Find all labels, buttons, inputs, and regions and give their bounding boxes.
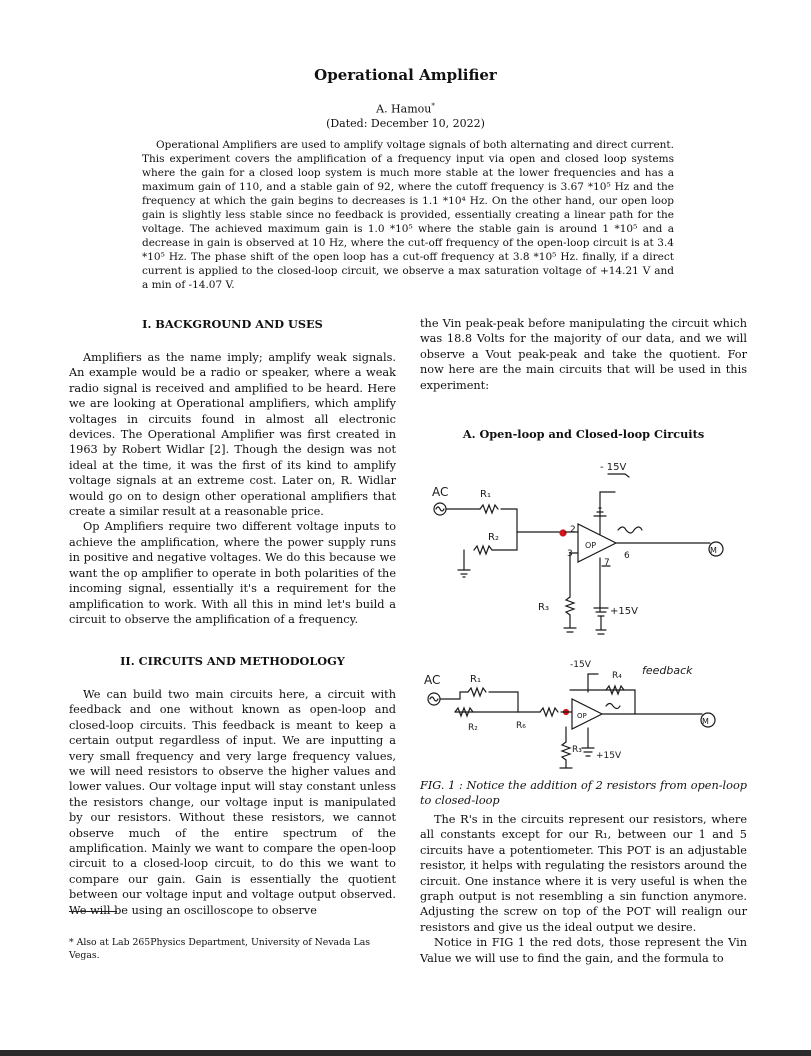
output-wave-2 <box>606 704 620 709</box>
ac-label-1: AC <box>432 485 449 499</box>
paper-title: Operational Amplifier <box>314 66 497 84</box>
op-label-2: OP <box>577 712 587 720</box>
ac-label-2: AC <box>424 673 441 687</box>
r4-label-b: R₄ <box>612 671 622 681</box>
section-2-paragraph-1: We can build two main circuits here, a circuit with feedback and one without known as open-loop and closed-loop circuits. This feedback is meant to keep a certain output regardless of input. We are inputting a very small frequency and very large frequency values, we will need resistors to observe the higher values and lower values. Our voltage input will stay constant unless the resistors change, our voltage input is manipulated by our resistors. Without these resistors, we cannot observe much of the entire spectrum of the amplification. Mainly we want to compare the open-loop circuit to a closed-loop circuit, to do this we want to compare our gain. Gain is essentially the quotient between our voltage input and voltage output observed. We will be using an oscilloscope to observe <box>69 688 396 917</box>
neg15-label-b: -15V <box>570 660 591 670</box>
r2-label: R₂ <box>488 532 499 543</box>
pin-2-label: 2 <box>570 525 576 535</box>
wire <box>608 474 629 477</box>
right-column-continuation: the Vin peak-peak before manipulating the circuit which was 18.8 Volts for the majority of our data, and we will observe a Vout peak-peak and take the quotient. For now here are the main circuits that will be used in this experiment: <box>420 317 747 392</box>
ac-wave-1 <box>436 507 444 511</box>
author-footnote-mark: * <box>431 102 435 110</box>
feedback-label: feedback <box>642 664 693 677</box>
vin-red-dot <box>560 530 566 536</box>
section-2-body <box>69 687 396 918</box>
author-line <box>0 102 811 116</box>
r2-label-b: R₂ <box>468 723 478 733</box>
section-2-heading: II. CIRCUITS AND METHODOLOGY <box>120 654 345 668</box>
resistor-r6-b <box>540 708 558 716</box>
right-column-paragraph-2: Notice in FIG 1 the red dots, those represent the Vin Value we will use to find the gain, and the formula to <box>420 936 747 965</box>
page-bottom-edge <box>0 1050 811 1056</box>
resistor-r1 <box>480 505 498 513</box>
section-1-heading: I. BACKGROUND AND USES <box>142 317 323 331</box>
op-amp-1 <box>578 524 616 562</box>
resistor-r3-b <box>562 742 570 760</box>
footnote-rule <box>69 911 117 912</box>
pos15-label-1: +15V <box>610 606 638 617</box>
ground-1 <box>458 570 470 577</box>
output-wave-1 <box>618 527 642 533</box>
neg15-label-1: - 15V <box>600 462 627 473</box>
wire <box>440 692 468 699</box>
resistor-r1-b <box>468 688 486 696</box>
r1-label-b: R₁ <box>470 674 481 685</box>
r1-label: R₁ <box>480 489 491 500</box>
supply-plate-2 <box>594 608 608 616</box>
resistor-r3 <box>566 597 574 615</box>
r6-label-b: R₆ <box>516 721 526 731</box>
wire <box>501 509 565 532</box>
section-1-paragraph-1: Amplifiers as the name imply; amplify weak signals. An example would be a radio or speaker, where a weak radio signal is received and amplified to be heard. Here we are looking at Operational amplifiers, which amplify voltages in circuits found in almost all electronic devices. The Operational Amplifier was first created in 1963 by Robert Widlar [2]. Though the design was not ideal at the time, it was the first of its kind to amplify voltage signals at an extreme cost. Later on, R. Widlar would go on to design other operational amplifiers that create a similar result at a reasonable price. <box>69 351 396 519</box>
r3-label: R₃ <box>538 602 549 613</box>
right-column-body <box>420 812 747 966</box>
pin-7-label: 7 <box>604 558 610 568</box>
figure-1-caption: FIG. 1 : Notice the addition of 2 resistors from open-loop to closed-loop <box>420 779 747 808</box>
ground-2 <box>596 616 606 634</box>
author-name: A. Hamou <box>376 102 432 116</box>
wire <box>588 674 598 692</box>
ground-3 <box>564 615 576 632</box>
right-column-paragraph-1: The R's in the circuits represent our resistors, where all constants except for our R₁, between our 1 and 5 circuits have a potentiometer. This POT is an adjustable resistor, it helps with regulating the resistors around the circuit. One instance where it is very useful is when the graph output is not resembling a sin function anymore. Adjusting the screw on top of the POT will realign our resistors and give us the ideal output we desire. <box>420 813 747 934</box>
r3-label-b: R₃ <box>572 745 582 755</box>
footnote: * Also at Lab 265Physics Department, University of Nevada Las Vegas. <box>69 937 371 961</box>
supply-plate-3 <box>582 728 594 756</box>
scope-label-1: M <box>710 546 717 555</box>
pin-3-label: 3 <box>567 549 573 559</box>
pos15-label-b: +15V <box>596 751 622 761</box>
ac-wave-2 <box>430 697 438 701</box>
op-label-1: OP <box>585 541 597 550</box>
scope-label-2: M <box>702 717 709 726</box>
date-line: (Dated: December 10, 2022) <box>326 117 485 130</box>
subsection-a-heading: A. Open-loop and Closed-loop Circuits <box>462 427 705 441</box>
section-1-paragraph-2: Op Amplifiers require two different voltage inputs to achieve the amplification, where the power supply runs in positive and negative voltages. We do this because we want the op amplifier to operate in both polarities of the incoming signal, essentially it's a requirement for the amplification to work. With all this in mind let's build a circuit to observe the amplification of a frequency. <box>69 520 396 626</box>
pin-6-label: 6 <box>624 551 630 561</box>
open-loop-circuit <box>432 462 723 634</box>
figure-1-circuits <box>420 452 747 772</box>
wire <box>600 492 615 534</box>
resistor-r2 <box>474 546 492 554</box>
right-column-top <box>420 316 747 393</box>
abstract: Operational Amplifiers are used to amplify voltage signals of both alternating and direct current. This experiment covers the amplification of a frequency input via open and closed loop systems where the gain for a closed loop system is much more stable at the lower frequencies and has a maximum gain of 110, and a stable gain of 92, where the cutoff frequency is 3.67 *10⁵ Hz and the frequency at which the gain begins to decreases is 1.1 *10⁴ Hz. On the other hand, our open loop gain is slightly less stable since no feedback is provided, essentially creating a linear path for the voltage. The achieved maximum gain is 1.0 *10⁵ where the stable gain is around 1 *10⁵ and a decrease in gain is observed at 10 Hz, where the cut-off frequency of the open-loop circuit is at 3.4 *10⁵ Hz. The phase shift of the open loop has a cut-off frequency at 3.8 *10⁵ Hz. finally, if a direct current is applied to the closed-loop circuit, we observe a max saturation voltage of +14.21 V and a min of -14.07 V. <box>142 139 674 291</box>
ground-4 <box>560 760 572 768</box>
section-1-body <box>69 350 396 627</box>
closed-loop-circuit <box>424 660 715 768</box>
